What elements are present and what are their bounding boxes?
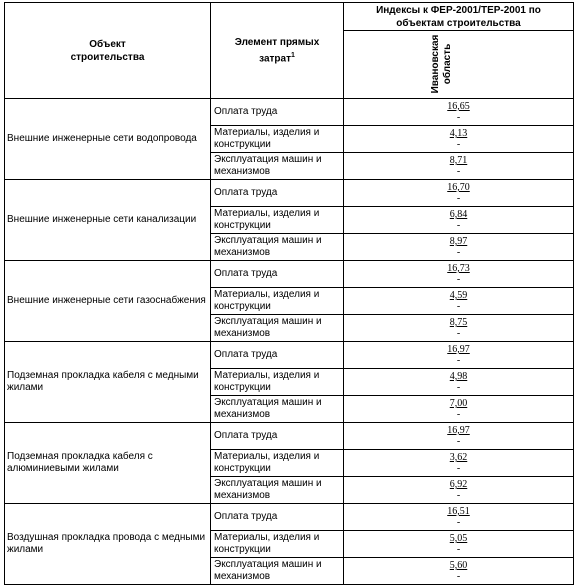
index-value: 16,97 (447, 344, 470, 355)
index-value-cell (344, 531, 574, 558)
index-value: 6,92 (449, 479, 468, 490)
index-value-cell (344, 450, 574, 477)
index-value-cell (344, 342, 574, 369)
index-value-below: - (456, 193, 461, 204)
index-value-cell (344, 180, 574, 207)
index-value: 8,97 (449, 236, 468, 247)
index-value-cell (344, 423, 574, 450)
index-value-below: - (456, 382, 461, 393)
region-line2: область (442, 43, 453, 85)
index-value-below: - (456, 436, 461, 447)
cost-element: Эксплуатация машин и механизмов (211, 558, 344, 585)
object-name: Внешние инженерные сети канализации (5, 180, 211, 261)
index-value-below: - (456, 139, 461, 150)
index-value: 8,75 (449, 317, 468, 328)
index-value-cell (344, 99, 574, 126)
index-value: 16,70 (447, 182, 470, 193)
index-value-cell (344, 396, 574, 423)
header-indices-line1: Индексы к ФЕР-2001/ТЕР-2001 по (376, 4, 541, 16)
cost-element: Материалы, изделия и конструкции (211, 369, 344, 396)
cost-element: Оплата труда (211, 99, 344, 126)
header-region (344, 31, 574, 99)
index-value-cell (344, 477, 574, 504)
index-value: 3,62 (449, 452, 468, 463)
cost-element: Эксплуатация машин и механизмов (211, 153, 344, 180)
index-value-below: - (456, 571, 461, 582)
table-row (5, 423, 574, 450)
header-indices-line2: объектам строительства (396, 17, 521, 29)
index-value-below: - (456, 112, 461, 123)
index-value-below: - (456, 463, 461, 474)
index-value-below: - (456, 490, 461, 501)
index-value-cell (344, 369, 574, 396)
cost-element: Материалы, изделия и конструкции (211, 126, 344, 153)
index-value-cell (344, 234, 574, 261)
cost-element: Эксплуатация машин и механизмов (211, 396, 344, 423)
cost-element: Эксплуатация машин и механизмов (211, 477, 344, 504)
cost-element: Оплата труда (211, 423, 344, 450)
index-value-cell (344, 315, 574, 342)
index-value-cell (344, 288, 574, 315)
table-row (5, 504, 574, 531)
object-name: Подземная прокладка кабеля с медными жилами (5, 342, 211, 423)
region-label (430, 34, 454, 94)
index-value-below: - (456, 166, 461, 177)
index-value-below: - (456, 355, 461, 366)
region-line1: Ивановская (430, 34, 441, 94)
index-value-below: - (456, 301, 461, 312)
table-row (5, 342, 574, 369)
cost-element: Оплата труда (211, 261, 344, 288)
cost-element: Оплата труда (211, 180, 344, 207)
index-value-below: - (456, 409, 461, 420)
header-element (211, 3, 344, 99)
index-value: 16,65 (447, 101, 470, 112)
header-element-footnote: 1 (290, 51, 295, 59)
table-row (5, 261, 574, 288)
index-value-below: - (456, 517, 461, 528)
index-value: 5,05 (449, 533, 468, 544)
object-name: Воздушная прокладка провода с медными жилами (5, 504, 211, 585)
index-value-below: - (456, 247, 461, 258)
index-value: 7,00 (449, 398, 468, 409)
object-name: Подземная прокладка кабеля с алюминиевыми жилами (5, 423, 211, 504)
table-row (5, 99, 574, 126)
index-value: 4,59 (449, 290, 468, 301)
index-value-cell (344, 504, 574, 531)
cost-element: Материалы, изделия и конструкции (211, 288, 344, 315)
header-object (5, 3, 211, 99)
object-name: Внешние инженерные сети водопровода (5, 99, 211, 180)
table-row (5, 180, 574, 207)
index-value-cell (344, 558, 574, 585)
header-element-line1: Элемент прямых (234, 36, 320, 48)
index-value: 5,60 (449, 560, 468, 571)
index-value: 16,73 (447, 263, 470, 274)
header-object-line2: строительства (70, 51, 145, 63)
index-value: 4,98 (449, 371, 468, 382)
cost-element: Эксплуатация машин и механизмов (211, 234, 344, 261)
index-value-cell (344, 126, 574, 153)
index-value-below: - (456, 544, 461, 555)
header-element-line2: затрат (259, 53, 291, 65)
index-value: 16,51 (447, 506, 470, 517)
index-value: 16,97 (447, 425, 470, 436)
indices-table (4, 2, 574, 585)
index-value: 6,84 (449, 209, 468, 220)
index-value-below: - (456, 328, 461, 339)
index-value-cell (344, 207, 574, 234)
header-indices (344, 3, 574, 31)
index-value-cell (344, 153, 574, 180)
cost-element: Эксплуатация машин и механизмов (211, 315, 344, 342)
index-value-below: - (456, 220, 461, 231)
cost-element: Материалы, изделия и конструкции (211, 531, 344, 558)
index-value: 4,13 (449, 128, 468, 139)
object-name: Внешние инженерные сети газоснабжения (5, 261, 211, 342)
index-value-below: - (456, 274, 461, 285)
index-value-cell (344, 261, 574, 288)
header-object-line1: Объект (89, 38, 126, 50)
index-value: 8,71 (449, 155, 468, 166)
table-body (5, 99, 574, 585)
cost-element: Оплата труда (211, 342, 344, 369)
cost-element: Оплата труда (211, 504, 344, 531)
cost-element: Материалы, изделия и конструкции (211, 207, 344, 234)
cost-element: Материалы, изделия и конструкции (211, 450, 344, 477)
